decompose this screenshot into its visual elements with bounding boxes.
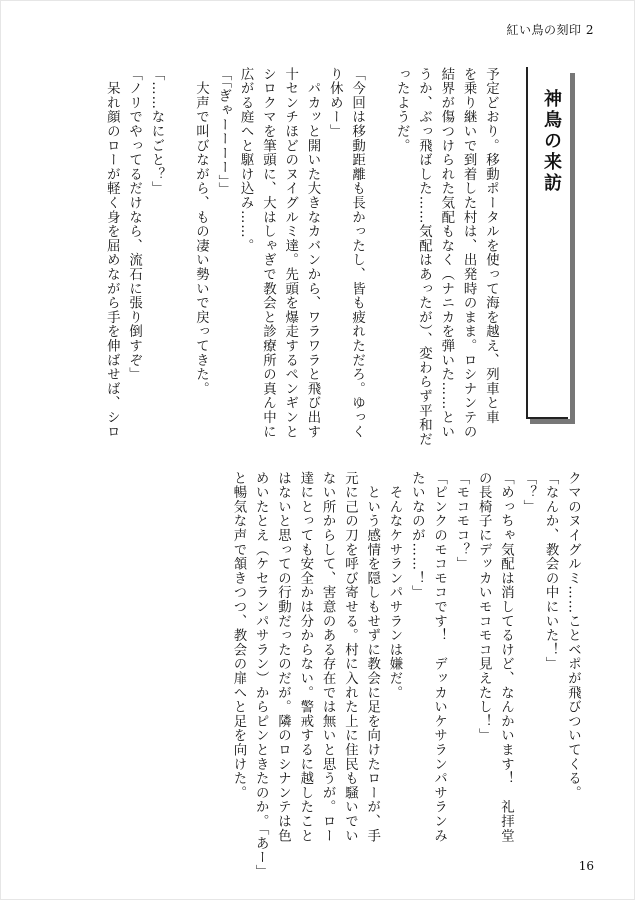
text-column: 「ピンクのモコモコです！ デッカいケサランパサランみ xyxy=(431,471,447,843)
text-column: を乗り継いで到着した村は、出発時のまま。ロシナンテの xyxy=(461,67,477,439)
text-column: 広がる庭へと駆け込み……。 xyxy=(238,67,254,253)
text-column: たいなのが……！」 xyxy=(409,471,425,600)
text-column: シロクマを筆頭に、大はしゃぎで教会と診療所の真ん中に xyxy=(260,67,276,439)
text-column: 「今回は移動距離も長かったし、皆も疲れただろ。ゆっく xyxy=(349,67,365,439)
text-column: ない所からして、害意のある存在では無いと思うが。ロー xyxy=(320,471,336,843)
running-header: 紅い鳥の刻印 2 xyxy=(506,23,594,37)
text-column: はないと思っての行動だったのだが。隣のロシナンテは色 xyxy=(275,471,291,843)
text-column: 「？」 xyxy=(520,471,536,514)
text-column: 「モコモコ？」 xyxy=(453,471,469,572)
chapter-title-box xyxy=(526,67,568,419)
text-column: 元に己の刀を呼び寄せる。村に入れた上に住民も騒いでい xyxy=(342,471,358,843)
text-column: 大声で叫びながら、もの凄い勢いで戻ってきた。 xyxy=(193,67,209,396)
text-column: めいたとえ（ケセランパサラン）からピンときたのか。「あー」 xyxy=(253,471,269,879)
text-column: 「なんか、教会の中にいた！」 xyxy=(543,471,559,672)
text-column: 結界が傷つけられた気配もなく（ナニカを弾いた……とい xyxy=(438,67,454,439)
text-column: うか、ぶっ飛ばした……気配はあったが）、変わらず平和だ xyxy=(416,67,432,447)
text-column: と暢気な声で頷きつつ、教会の扉へと足を向けた。 xyxy=(230,471,246,800)
page-number: 16 xyxy=(578,859,594,873)
text-column: 「めっちゃ気配は消してるけど、なんかいます！ 礼拝堂 xyxy=(498,471,514,843)
text-column: 「「ぎゃーーーー」」 xyxy=(215,67,231,197)
text-column: 予定どおり。移動ポータルを使って海を越え、列車と車 xyxy=(483,67,499,425)
text-column: パカッと開いた大きなカバンから、ワラワラと飛び出す xyxy=(305,67,320,439)
text-column: という感情を隠しもせずに教会に足を向けたローが、手 xyxy=(364,471,380,843)
text-column: 十センチほどのヌイグルミ達。先頭を爆走するペンギンと xyxy=(282,67,298,439)
text-column: 「ノリでやってるだけなら、流石に張り倒すぞ」 xyxy=(126,67,142,382)
text-column: クマのヌイグルミ……ことベポが飛びついてくる。 xyxy=(565,471,581,800)
text-column: 呆れ顔のローが軽く身を屈めながら手を伸ばせば、シロ xyxy=(104,67,120,439)
text-column: 達にとっても安全かは分からない。警戒するに越したこと xyxy=(297,471,313,843)
text-column: そんなケサランパサランは嫌だ。 xyxy=(387,471,402,700)
text-column: り休めー」 xyxy=(327,67,343,139)
chapter-title: 神鳥の来訪 xyxy=(541,89,562,194)
text-column: ったようだ。 xyxy=(394,67,410,153)
text-column: 「……なにごと？」 xyxy=(148,67,164,196)
text-column: の長椅子にデッカいモコモコ見えたし！」 xyxy=(476,471,492,743)
